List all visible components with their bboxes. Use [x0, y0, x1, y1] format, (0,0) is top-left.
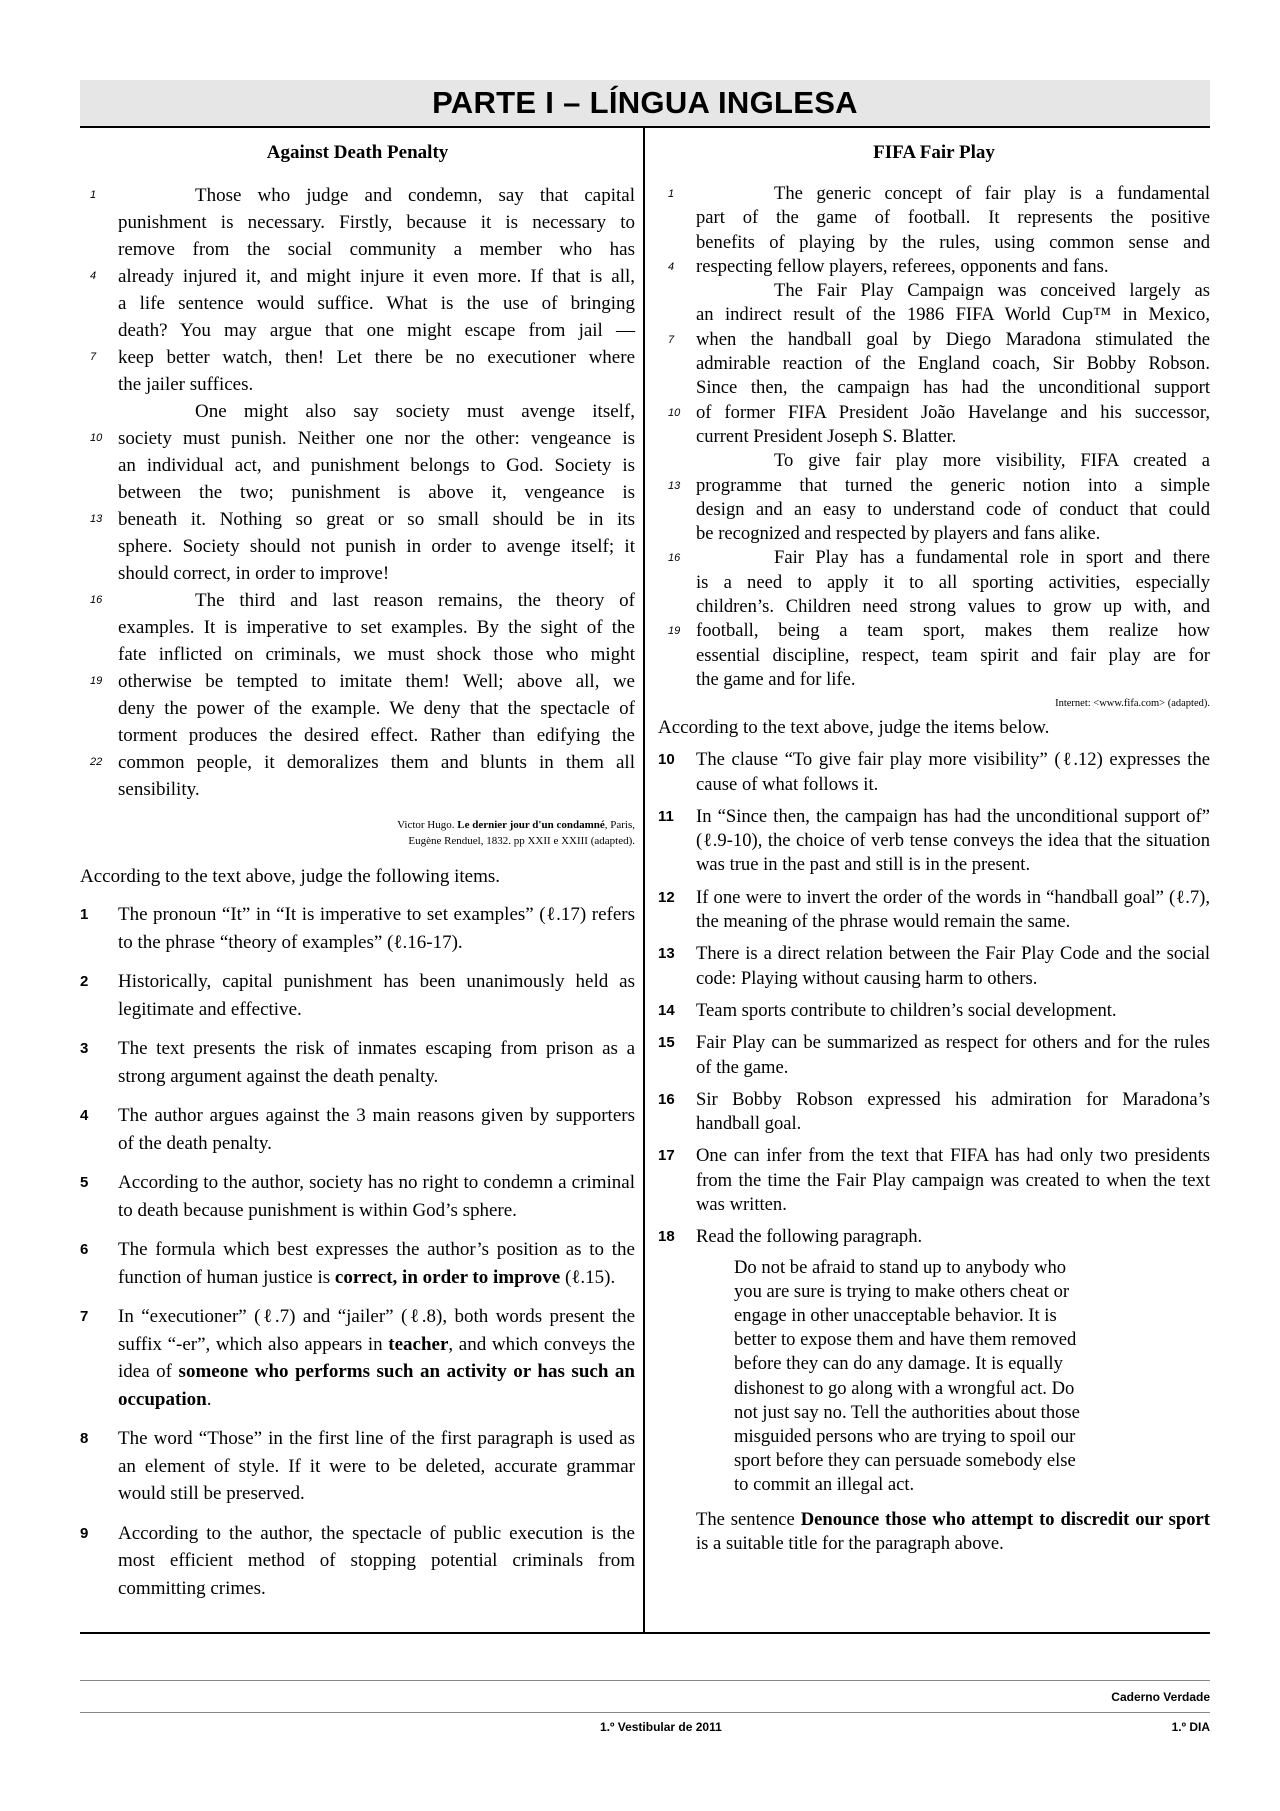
item-number: 18	[658, 1228, 675, 1246]
item-text: The pronoun “It” in “It is imperative to set examples” (ℓ.17) refers to the phrase “theory of examples” (ℓ.16-17).	[118, 904, 635, 953]
item-number: 17	[658, 1147, 675, 1165]
right-column	[658, 128, 1210, 1556]
line-text: sensibility.	[118, 779, 200, 800]
quote-line: engage in other unacceptable behavior. It is	[734, 1304, 1057, 1326]
judgment-item	[658, 999, 1210, 1023]
line-text: One might also say society must avenge itself,	[195, 401, 635, 422]
line-number: 13	[668, 479, 681, 492]
item-bold-text: someone who performs such an activity or has such an occupation	[118, 1361, 635, 1410]
line-text: football, being a team sport, makes them realize how	[696, 620, 1210, 642]
line-text: of former FIFA President João Havelange and his successor,	[696, 401, 1210, 423]
judgment-item	[80, 901, 635, 956]
text-line	[658, 425, 1210, 449]
text-line	[658, 231, 1210, 255]
text-line	[80, 344, 635, 371]
item-text: The clause “To give fair play more visibility” (ℓ.12) expresses the cause of what follows it.	[696, 749, 1210, 795]
text-line	[658, 619, 1210, 643]
item-text: According to the author, society has no right to condemn a criminal to death because punishment is within God’s sphere.	[118, 1172, 635, 1221]
item-bold-text: correct, in order to improve	[334, 1266, 561, 1288]
text-line	[658, 522, 1210, 546]
left-source	[80, 817, 635, 849]
item-number: 12	[658, 888, 675, 906]
right-source: Internet: <www.fifa.com> (adapted).	[1055, 698, 1210, 710]
line-text: admirable reaction of the England coach, Sir Bobby Robson.	[696, 353, 1210, 375]
quote-line: sport before they can persuade somebody else	[734, 1450, 1076, 1472]
statement-text-end: is a suitable title for the paragraph above.	[696, 1532, 1004, 1554]
line-text: programme that turned the generic notion into a simple	[696, 474, 1210, 496]
line-text: the jailer suffices.	[118, 374, 254, 395]
line-text: The third and last reason remains, the theory of	[195, 590, 635, 611]
text-line	[80, 587, 635, 614]
right-text-body	[658, 182, 1210, 692]
item-number: 9	[80, 1524, 89, 1542]
right-items	[658, 748, 1210, 1249]
judgment-item	[658, 942, 1210, 991]
line-number: 1	[90, 189, 97, 201]
item-text: Sir Bobby Robson expressed his admiration for Maradona’s handball goal.	[696, 1088, 1210, 1135]
line-text: essential discipline, respect, team spirit and fair play are for	[696, 644, 1210, 666]
judgment-item	[658, 1144, 1210, 1217]
judgment-item	[80, 1236, 635, 1291]
judgment-item	[658, 805, 1210, 878]
text-line	[80, 425, 635, 452]
line-text: The generic concept of fair play is a fundamental	[774, 183, 1210, 204]
line-number: 4	[90, 270, 97, 282]
quote-line: not just say no. Tell the authorities about those	[734, 1401, 1080, 1423]
text-line	[658, 595, 1210, 619]
text-line	[658, 328, 1210, 352]
judgment-item	[80, 1425, 635, 1508]
line-text: the game and for life.	[696, 668, 856, 690]
item-number: 4	[80, 1107, 89, 1124]
line-number: 13	[90, 513, 103, 525]
item-text: If one were to invert the order of the words in “handball goal” (ℓ.7), the meaning of the phrase would remain the same.	[696, 886, 1210, 933]
judgment-item	[80, 1169, 635, 1224]
text-line	[658, 303, 1210, 327]
line-number: 7	[668, 333, 675, 346]
line-text: already injured it, and might injure it even more. If that is all,	[118, 266, 635, 287]
line-text: an indirect result of the 1986 FIFA World Cup™ in Mexico,	[696, 304, 1210, 326]
line-text: The Fair Play Campaign was conceived largely as	[774, 280, 1210, 302]
item-text: One can infer from the text that FIFA has had only two presidents from the time the Fair Play campaign was created to when the text was written.	[696, 1145, 1210, 1215]
text-line	[658, 206, 1210, 230]
text-line	[80, 452, 635, 479]
line-number: 22	[90, 756, 103, 768]
left-column	[80, 128, 635, 1602]
text-line	[658, 279, 1210, 303]
text-line	[80, 398, 635, 425]
line-text: part of the game of football. It represents the positive	[696, 207, 1210, 229]
line-text: benefits of playing by the rules, using common sense and	[696, 231, 1210, 253]
line-text: current President Joseph S. Blatter.	[696, 425, 957, 447]
line-text: when the handball goal by Diego Maradona stimulated the	[696, 328, 1210, 350]
line-text: common people, it demoralizes them and blunts in them all	[118, 752, 635, 773]
text-line	[80, 479, 635, 506]
item-text-part: , and which conveys the idea of	[118, 1333, 636, 1382]
text-line	[658, 498, 1210, 522]
line-text: deny the power of the example. We deny that the spectacle of	[118, 698, 635, 719]
text-line	[80, 533, 635, 560]
text-line	[80, 776, 635, 803]
line-number: 19	[668, 625, 681, 638]
text-line	[658, 401, 1210, 425]
line-number: 4	[668, 260, 675, 273]
quote-line: Do not be afraid to stand up to anybody who	[734, 1256, 1067, 1278]
line-text: punishment is necessary. Firstly, because it is necessary to	[118, 212, 635, 233]
line-text: death? You may argue that one might escape from jail —	[118, 320, 635, 341]
statement-text: The sentence	[696, 1508, 801, 1530]
text-line	[80, 317, 635, 344]
item-text-part: .	[206, 1388, 212, 1410]
text-line	[658, 182, 1210, 206]
text-line	[658, 571, 1210, 595]
text-line	[658, 352, 1210, 376]
line-text: sphere. Society should not punish in order to avenge itself; it	[118, 536, 635, 557]
line-text: keep better watch, then! Let there be no executioner where	[118, 347, 635, 368]
footer-rule-bottom	[80, 1712, 1210, 1713]
text-line	[80, 668, 635, 695]
judgment-item	[658, 1088, 1210, 1137]
source-city: , Paris,	[604, 819, 635, 831]
item-number: 13	[658, 945, 675, 963]
text-line	[658, 474, 1210, 498]
line-number: 16	[668, 552, 681, 565]
item-text: The text presents the risk of inmates escaping from prison as a strong argument against the death penalty.	[118, 1038, 635, 1087]
item-number: 16	[658, 1090, 675, 1108]
footer-caderno: Caderno Verdade	[1111, 1690, 1210, 1704]
item-bold-text: teacher	[388, 1333, 449, 1355]
column-divider	[643, 128, 645, 1632]
left-intro: According to the text above, judge the following items.	[80, 866, 501, 887]
item-text	[118, 1303, 635, 1413]
judgment-item	[658, 1031, 1210, 1080]
item-text: Fair Play can be summarized as respect for others and for the rules of the game.	[696, 1032, 1210, 1078]
section-banner	[80, 80, 1210, 128]
source-book: Le dernier jour d'un condamné	[457, 819, 605, 831]
judgment-item	[80, 968, 635, 1023]
line-text: To give fair play more visibility, FIFA created a	[774, 450, 1210, 472]
item-text: The author argues against the 3 main reasons given by supporters of the death penalty.	[118, 1105, 635, 1154]
statement-bold: Denounce those who attempt to discredit our sport	[800, 1508, 1210, 1530]
line-text: remove from the social community a member who has	[118, 239, 635, 260]
item-number: 14	[658, 1001, 675, 1019]
line-text: between the two; punishment is above it, vengeance is	[118, 482, 635, 503]
text-line	[658, 546, 1210, 570]
item-number: 1	[80, 906, 89, 923]
quote-line: dishonest to go along with a wrongful act. Do	[734, 1377, 1075, 1399]
item-number: 3	[80, 1040, 89, 1057]
line-text: examples. It is imperative to set examples. By the sight of the	[118, 617, 635, 638]
text-line	[80, 263, 635, 290]
line-text: fate inflicted on criminals, we must shock those who might	[118, 644, 635, 665]
bottom-rule	[80, 1632, 1210, 1634]
line-text: beneath it. Nothing so great or so small should be in its	[118, 509, 635, 530]
item-text: The word “Those” in the first line of the first paragraph is used as an element of style. If it were to be deleted, accurate grammar would still be preserved.	[118, 1428, 635, 1504]
left-text-title: Against Death Penalty	[266, 142, 449, 163]
right-text-title: FIFA Fair Play	[873, 142, 995, 163]
line-text: an individual act, and punishment belongs to God. Society is	[118, 455, 635, 476]
item-text: Historically, capital punishment has been unanimously held as legitimate and effective.	[118, 971, 635, 1020]
line-number: 7	[90, 351, 97, 363]
text-line	[658, 449, 1210, 473]
footer-dia: 1.º DIA	[1171, 1720, 1210, 1734]
left-text-body	[80, 182, 635, 803]
line-number: 10	[90, 432, 103, 444]
left-items	[80, 901, 635, 1602]
judgment-item	[80, 1035, 635, 1090]
line-text: design and an easy to understand code of conduct that could	[696, 498, 1210, 520]
line-text: is a need to apply it to all sporting activities, especially	[696, 571, 1210, 593]
item-number: 11	[658, 807, 674, 825]
item-number: 10	[658, 751, 675, 769]
footer-vestibular: 1.º Vestibular de 2011	[600, 1720, 722, 1734]
item-text: Read the following paragraph.	[696, 1226, 923, 1248]
text-line	[80, 614, 635, 641]
line-number: 19	[90, 675, 103, 687]
judgment-item	[80, 1102, 635, 1157]
text-line	[80, 641, 635, 668]
item-text: Team sports contribute to children’s social development.	[696, 999, 1117, 1021]
item-text	[118, 1236, 635, 1291]
line-number: 10	[668, 406, 681, 419]
text-line	[658, 668, 1210, 692]
judgment-item	[658, 1225, 1210, 1249]
line-text: a life sentence would suffice. What is the use of bringing	[118, 293, 635, 314]
line-text: should correct, in order to improve!	[118, 563, 390, 584]
text-line	[80, 290, 635, 317]
line-text: respecting fellow players, referees, opponents and fans.	[696, 255, 1109, 277]
line-number: 1	[668, 188, 675, 200]
judgment-item	[658, 886, 1210, 935]
quote-line: misguided persons who are trying to spoil our	[734, 1426, 1076, 1447]
text-line	[80, 236, 635, 263]
item-text: In “Since then, the campaign has had the unconditional support of” (ℓ.9-10), the choice of verb tense conveys the idea that the situation was true in the past and still is in the present.	[696, 805, 1210, 876]
line-text: Fair Play has a fundamental role in sport and there	[774, 547, 1210, 569]
text-line	[80, 560, 635, 587]
text-line	[658, 644, 1210, 668]
quoted-paragraph	[734, 1256, 1144, 1498]
line-text: be recognized and respected by players and fans alike.	[696, 523, 1101, 545]
text-line	[80, 182, 635, 209]
judgment-item	[658, 748, 1210, 797]
section-title: PARTE I – LÍNGUA INGLESA	[432, 85, 858, 120]
text-line	[80, 749, 635, 776]
item-text: According to the author, the spectacle of public execution is the most efficient method of stopping potential criminals from committing crimes.	[118, 1522, 635, 1599]
item-text: There is a direct relation between the Fair Play Code and the social code: Playing without causing harm to others.	[696, 943, 1210, 989]
text-line	[80, 506, 635, 533]
line-text: otherwise be tempted to imitate them! Well; above all, we	[118, 671, 635, 692]
quote-line: before they can do any damage. It is equally	[734, 1353, 1063, 1375]
item-text-part: (ℓ.15).	[560, 1266, 616, 1288]
line-text: Since then, the campaign has had the unconditional support	[696, 377, 1210, 399]
text-line	[80, 722, 635, 749]
right-intro: According to the text above, judge the items below.	[658, 717, 1050, 739]
text-line	[80, 695, 635, 722]
item-number: 15	[658, 1034, 675, 1052]
judgment-item	[80, 1303, 635, 1413]
text-line	[658, 376, 1210, 400]
line-number: 16	[90, 594, 103, 606]
item-number: 6	[80, 1241, 89, 1258]
text-line	[658, 255, 1210, 279]
text-line	[80, 209, 635, 236]
footer-rule-top	[80, 1680, 1210, 1681]
item-text-part: The formula which best expresses the author’s position as to the function of human justice is	[118, 1239, 635, 1288]
judgment-item	[80, 1520, 635, 1603]
source-publisher: Eugène Renduel, 1832. pp XXII e XXIII (adapted).	[408, 835, 635, 847]
item-number: 2	[80, 973, 89, 990]
item-number: 7	[80, 1308, 89, 1325]
text-line	[80, 371, 635, 398]
item-18-statement	[658, 1508, 1210, 1557]
item-number: 8	[80, 1430, 89, 1447]
quote-line: you are sure is trying to make others cheat or	[734, 1280, 1070, 1302]
line-text: society must punish. Neither one nor the other: vengeance is	[118, 428, 635, 449]
quote-line: to commit an illegal act.	[734, 1474, 915, 1496]
quote-line: better to expose them and have them removed	[734, 1329, 1077, 1351]
source-author: Victor Hugo.	[397, 819, 455, 831]
line-text: torment produces the desired effect. Rather than edifying the	[118, 725, 635, 746]
line-text: Those who judge and condemn, say that capital	[195, 185, 635, 206]
item-number: 5	[80, 1174, 89, 1191]
line-text: children’s. Children need strong values to grow up with, and	[696, 596, 1210, 618]
item-text-part: In “executioner” (ℓ.7) and “jailer” (ℓ.8), both words present the suffix “-er”, which also appears in	[118, 1306, 635, 1355]
